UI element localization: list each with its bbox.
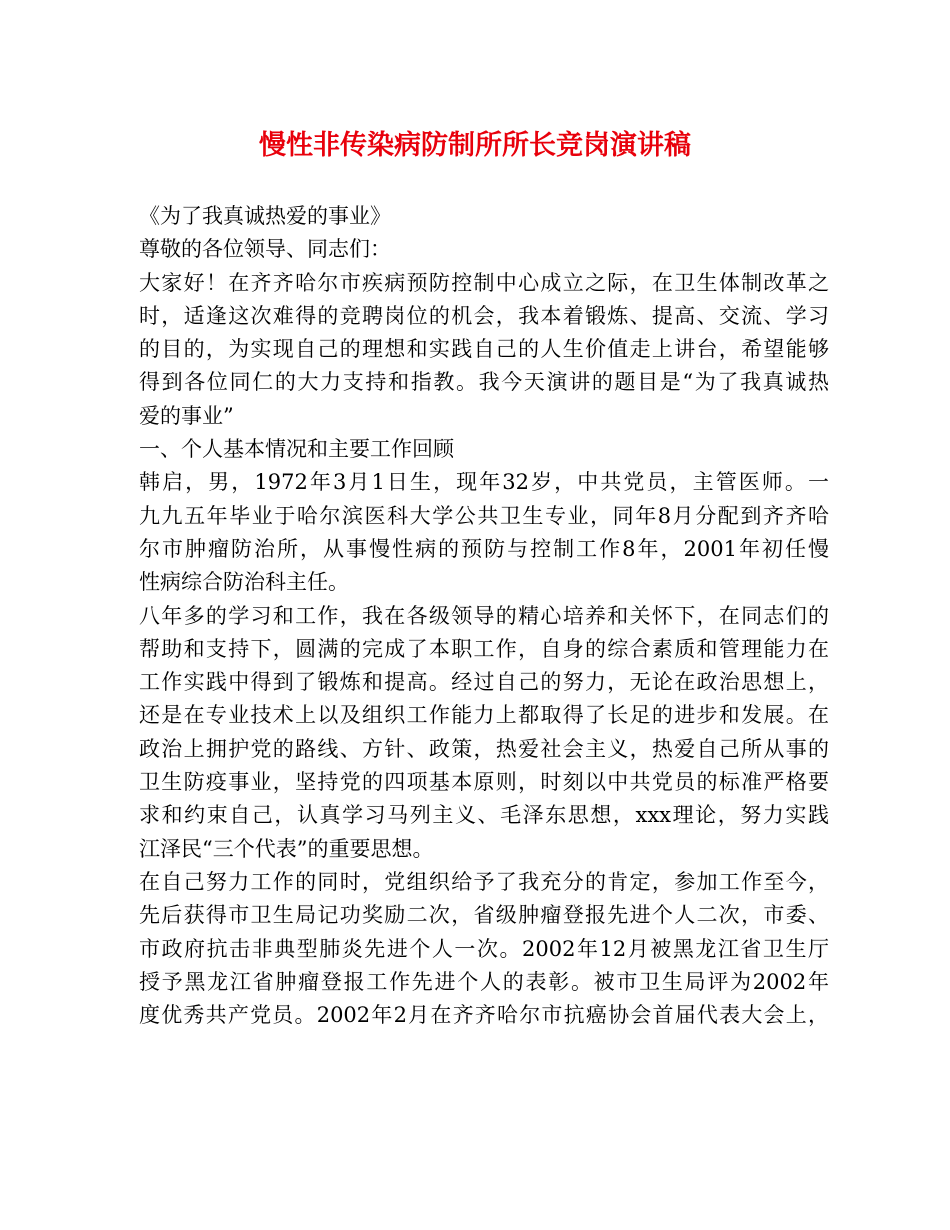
body-line: 八年多的学习和工作，我在各级领导的精心培养和关怀下，在同志们的: [139, 603, 829, 628]
body-line: 度优秀共产党员。2002年2月在齐齐哈尔市抗癌协会首届代表大会上，: [139, 1003, 829, 1028]
body-line: 性病综合防治科主任。: [139, 570, 349, 595]
body-line: 求和约束自己，认真学习马列主义、毛泽东思想，xxx理论，努力实践: [139, 803, 829, 828]
body-line: 《为了我真诚热爱的事业》: [139, 204, 391, 228]
body-line: 爱的事业”: [139, 403, 234, 428]
body-line: 市政府抗击非典型肺炎先进个人一次。2002年12月被黑龙江省卫生厅: [139, 936, 829, 961]
body-line: 江泽民“三个代表”的重要思想。: [139, 836, 434, 861]
body-line: 先后获得市卫生局记功奖励二次，省级肿瘤登报先进个人二次，市委、: [139, 903, 829, 928]
body-line: 尊敬的各位领导、同志们：: [139, 237, 391, 262]
body-line: 卫生防疫事业，坚持党的四项基本原则，时刻以中共党员的标准严格要: [139, 770, 829, 795]
body-line: 时，适逢这次难得的竞聘岗位的机会，我本着锻炼、提高、交流、学习: [139, 303, 829, 328]
body-line: 在自己努力工作的同时，党组织给予了我充分的肯定，参加工作至今，: [139, 869, 829, 894]
body-line: 大家好！在齐齐哈尔市疾病预防控制中心成立之际，在卫生体制改革之: [139, 270, 829, 295]
document-title: 慢性非传染病防制所所长竞岗演讲稿: [259, 130, 691, 161]
body-line: 授予黑龙江省肿瘤登报工作先进个人的表彰。被市卫生局评为2002年: [139, 969, 829, 994]
body-line: 工作实践中得到了锻炼和提高。经过自己的努力，无论在政治思想上，: [139, 670, 829, 695]
body-line: 帮助和支持下，圆满的完成了本职工作，自身的综合素质和管理能力在: [139, 636, 829, 661]
body-line: 尔市肿瘤防治所，从事慢性病的预防与控制工作8年，2001年初任慢: [139, 536, 829, 561]
body-line: 韩启，男，1972年3月1日生，现年32岁，中共党员，主管医师。一: [139, 470, 829, 495]
body-line: 还是在专业技术上以及组织工作能力上都取得了长足的进步和发展。在: [139, 703, 829, 728]
document-body: [139, 200, 829, 1032]
body-line: 的目的，为实现自己的理想和实践自己的人生价值走上讲台，希望能够: [139, 337, 829, 362]
body-line: 九九五年毕业于哈尔滨医科大学公共卫生专业，同年8月分配到齐齐哈: [139, 503, 829, 528]
body-line: 一、个人基本情况和主要工作回顾: [139, 437, 454, 462]
body-line: 得到各位同仁的大力支持和指教。我今天演讲的题目是“为了我真诚热: [139, 370, 829, 395]
body-line: 政治上拥护党的路线、方针、政策，热爱社会主义，热爱自己所从事的: [139, 736, 829, 761]
